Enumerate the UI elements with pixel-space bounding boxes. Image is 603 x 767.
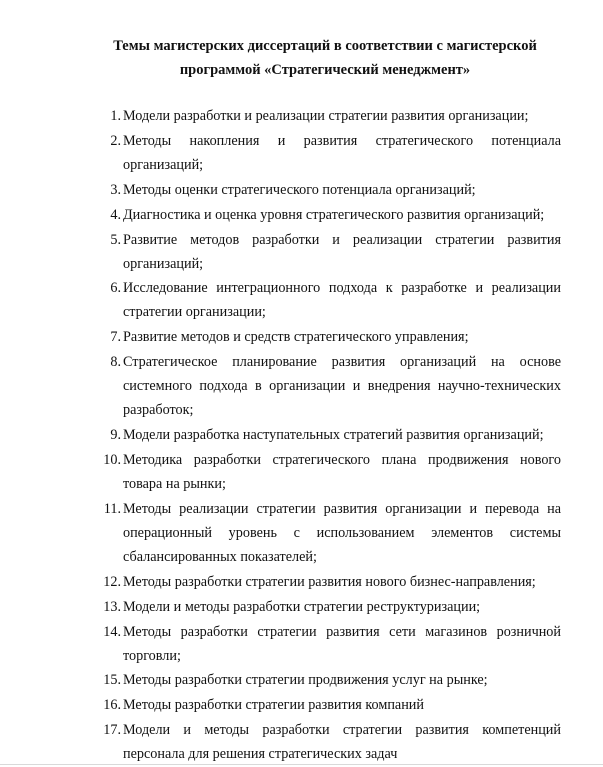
list-item bbox=[0, 178, 561, 202]
item-number: 11. bbox=[103, 500, 121, 517]
item-text: Модели разработка наступательных стратегий развития организаций; bbox=[123, 427, 544, 444]
document-title bbox=[60, 34, 590, 82]
item-text: Модели разработки и реализации стратегии развития организации; bbox=[123, 108, 529, 124]
item-text: Методы разработки стратегии развития компаний bbox=[123, 697, 424, 714]
item-text: Стратегическое планирование развития организаций на основе системного подхода в организации и внедрения научно-технических разработок; bbox=[123, 354, 561, 419]
list-item bbox=[0, 276, 561, 324]
list-item bbox=[0, 595, 561, 619]
item-number: 16. bbox=[103, 697, 121, 714]
item-text: Методы разработки стратегии развития нового бизнес-направления; bbox=[123, 573, 536, 590]
list-item bbox=[0, 423, 561, 447]
item-text: Методы разработки стратегии продвижения услуг на рынке; bbox=[123, 672, 488, 689]
item-number: 5. bbox=[110, 231, 121, 248]
list-item bbox=[0, 693, 561, 717]
list-item bbox=[0, 497, 561, 569]
title-line-2: программой «Стратегический менеджмент» bbox=[179, 62, 471, 78]
item-number: 15. bbox=[103, 672, 121, 689]
list-item bbox=[0, 668, 561, 692]
item-number: 14. bbox=[103, 623, 121, 640]
list-item bbox=[0, 448, 561, 496]
list-item bbox=[0, 570, 561, 594]
item-number: 7. bbox=[110, 329, 121, 346]
item-number: 2. bbox=[110, 132, 121, 149]
item-number: 6. bbox=[110, 280, 121, 297]
item-text: Развитие методов разработки и реализации стратегии развития организаций; bbox=[123, 231, 561, 272]
item-text: Методы оценки стратегического потенциала организаций; bbox=[123, 181, 476, 198]
page-bottom-divider bbox=[0, 764, 603, 765]
item-number: 12. bbox=[103, 573, 121, 590]
item-text: Методика разработки стратегического плана продвижения нового товара на рынки; bbox=[123, 452, 561, 493]
item-text: Модели и методы разработки стратегии развития компетенций персонала для решения стратегических задач bbox=[123, 722, 561, 763]
item-number: 3. bbox=[110, 181, 121, 198]
topics-list bbox=[0, 104, 603, 767]
list-item bbox=[0, 718, 561, 766]
item-number: 1. bbox=[110, 108, 121, 124]
item-text: Исследование интеграционного подхода к разработке и реализации стратегии организации; bbox=[123, 280, 561, 321]
item-text: Методы реализации стратегии развития организации и перевода на операционный уровень с использованием элементов системы сбалансированных показателей; bbox=[123, 500, 561, 565]
item-text: Методы разработки стратегии развития сети магазинов розничной торговли; bbox=[123, 623, 561, 664]
item-text: Методы накопления и развития стратегического потенциала организаций; bbox=[123, 132, 561, 173]
item-number: 10. bbox=[103, 452, 121, 469]
item-number: 9. bbox=[110, 427, 121, 444]
list-item bbox=[0, 620, 561, 668]
item-number: 4. bbox=[110, 206, 121, 223]
list-item bbox=[0, 350, 561, 422]
list-item bbox=[0, 228, 561, 276]
list-item bbox=[0, 203, 561, 227]
item-number: 8. bbox=[110, 354, 121, 371]
item-number: 17. bbox=[103, 722, 121, 739]
list-item bbox=[0, 129, 561, 177]
item-text: Развитие методов и средств стратегического управления; bbox=[123, 329, 469, 346]
list-item bbox=[0, 325, 561, 349]
item-text: Диагностика и оценка уровня стратегического развития организаций; bbox=[123, 206, 545, 223]
title-line-1: Темы магистерских диссертаций в соответствии с магистерской bbox=[113, 38, 537, 54]
item-number: 13. bbox=[103, 598, 121, 615]
list-item bbox=[0, 104, 561, 128]
item-text: Модели и методы разработки стратегии реструктуризации; bbox=[123, 598, 481, 615]
